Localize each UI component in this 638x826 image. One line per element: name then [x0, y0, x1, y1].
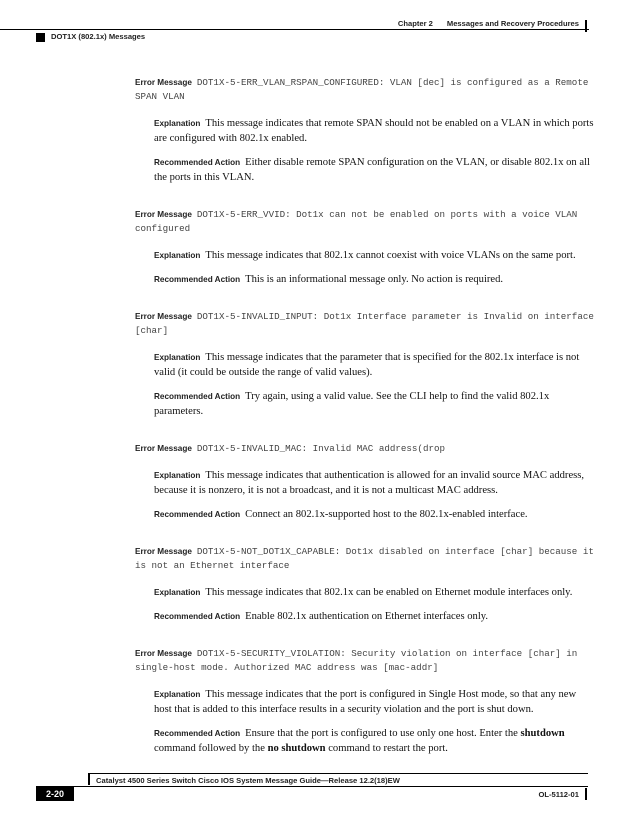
- error-message-label: Error Message: [135, 444, 192, 453]
- action-text-middle: command followed by the: [154, 743, 268, 754]
- error-message-label: Error Message: [135, 312, 192, 321]
- action-text-before: Ensure that the port is configured to use only one host. Enter the: [245, 728, 521, 739]
- page-number: 2-20: [36, 787, 74, 801]
- error-message-label: Error Message: [135, 78, 192, 87]
- recommended-action: [154, 389, 595, 419]
- chapter-number: Chapter 2: [397, 19, 433, 28]
- explanation: [154, 350, 595, 380]
- message-entry: [135, 442, 595, 522]
- explanation-label: Explanation: [154, 588, 201, 597]
- error-message-label: Error Message: [135, 210, 192, 219]
- recommended-action-text: Try again, using a valid value. See the CLI help to find the valid 802.1x parameters.: [154, 391, 550, 417]
- section-title: DOT1X (802.1x) Messages: [51, 32, 146, 41]
- header-rule: [0, 29, 589, 30]
- explanation-text: This message indicates that the parameter that is specified for the 802.1x interface is not valid (it could be outside the range of valid values).: [154, 352, 580, 378]
- recommended-action-label: Recommended Action: [154, 612, 241, 621]
- explanation-text: This message indicates that authentication is allowed for an invalid source MAC address, because it is nonzero, it is not a broadcast, and it is not a multicast MAC address.: [154, 470, 585, 496]
- explanation-label: Explanation: [154, 690, 201, 699]
- error-code: DOT1X-5-NOT_DOT1X_CAPABLE: Dot1x disabled on interface [char] because it is not an Ethernet interface: [135, 546, 594, 571]
- explanation-label: Explanation: [154, 251, 201, 260]
- footer-bar-left: [88, 773, 90, 785]
- recommended-action: [154, 609, 595, 624]
- message-entry: [135, 647, 595, 756]
- explanation: [154, 687, 595, 717]
- recommended-action: [154, 507, 595, 522]
- message-entry: [135, 310, 595, 419]
- explanation: [154, 116, 595, 146]
- error-message-line: [135, 545, 595, 573]
- explanation: [154, 248, 595, 263]
- message-entry: [135, 208, 595, 287]
- error-code: DOT1X-5-ERR_VVID: Dot1x can not be enabled on ports with a voice VLAN configured: [135, 209, 578, 234]
- footer-rule-top: [88, 773, 588, 774]
- footer-rule-bottom: [36, 786, 588, 787]
- recommended-action-text: Enable 802.1x authentication on Ethernet interfaces only.: [245, 611, 489, 622]
- recommended-action-label: Recommended Action: [154, 275, 241, 284]
- recommended-action: [154, 726, 595, 756]
- explanation-label: Explanation: [154, 119, 201, 128]
- explanation: [154, 468, 595, 498]
- section-marker-square: [36, 33, 45, 42]
- running-header-chapter: [398, 19, 579, 28]
- command-no-shutdown: no shutdown: [267, 743, 326, 754]
- recommended-action-label: Recommended Action: [154, 158, 241, 167]
- explanation-text: This message indicates that the port is configured in Single Host mode, so that any new host that is added to this interface results in a security violation and the port is shut down.: [154, 689, 577, 715]
- error-message-line: [135, 208, 595, 236]
- error-message-line: [135, 647, 595, 675]
- chapter-title: Messages and Recovery Procedures: [446, 19, 579, 28]
- error-message-line: [135, 76, 595, 104]
- explanation-text: This message indicates that 802.1x can be enabled on Ethernet module interfaces only.: [205, 587, 573, 598]
- explanation: [154, 585, 595, 600]
- recommended-action-label: Recommended Action: [154, 510, 241, 519]
- error-code: DOT1X-5-INVALID_INPUT: Dot1x Interface parameter is Invalid on interface [char]: [135, 311, 594, 336]
- error-message-label: Error Message: [135, 649, 192, 658]
- error-message-line: [135, 310, 595, 338]
- error-code: DOT1X-5-INVALID_MAC: Invalid MAC address(drop: [196, 443, 445, 454]
- error-message-line: [135, 442, 595, 456]
- recommended-action-text: This is an informational message only. No action is required.: [245, 274, 504, 285]
- recommended-action-text: Either disable remote SPAN configuration on the VLAN, or disable 802.1x on all the ports in this VLAN.: [154, 157, 590, 183]
- explanation-text: This message indicates that remote SPAN should not be enabled on a VLAN in which ports are configured with 802.1x enabled.: [154, 118, 594, 144]
- recommended-action-label: Recommended Action: [154, 729, 241, 738]
- page-content: [135, 76, 595, 779]
- explanation-label: Explanation: [154, 471, 201, 480]
- footer-bar-right: [585, 788, 587, 800]
- message-entry: [135, 545, 595, 624]
- recommended-action: [154, 272, 595, 287]
- explanation-text: This message indicates that 802.1x cannot coexist with voice VLANs on the same port.: [205, 250, 576, 261]
- explanation-label: Explanation: [154, 353, 201, 362]
- footer-guide-title: Catalyst 4500 Series Switch Cisco IOS System Message Guide—Release 12.2(18)EW: [96, 776, 400, 785]
- command-shutdown: shutdown: [520, 728, 565, 739]
- recommended-action-label: Recommended Action: [154, 392, 241, 401]
- document-number: OL-5112-01: [538, 790, 579, 799]
- error-code: DOT1X-5-ERR_VLAN_RSPAN_CONFIGURED: VLAN [dec] is configured as a Remote SPAN VLAN: [135, 77, 589, 102]
- action-text-after: command to restart the port.: [325, 743, 448, 754]
- header-bar: [585, 20, 587, 32]
- error-code: DOT1X-5-SECURITY_VIOLATION: Security violation on interface [char] in single-host mode. Authorized MAC address was [mac-addr]: [135, 648, 578, 673]
- error-message-label: Error Message: [135, 547, 192, 556]
- recommended-action: [154, 155, 595, 185]
- message-entry: [135, 76, 595, 185]
- recommended-action-text: Connect an 802.1x-supported host to the 802.1x-enabled interface.: [245, 509, 528, 520]
